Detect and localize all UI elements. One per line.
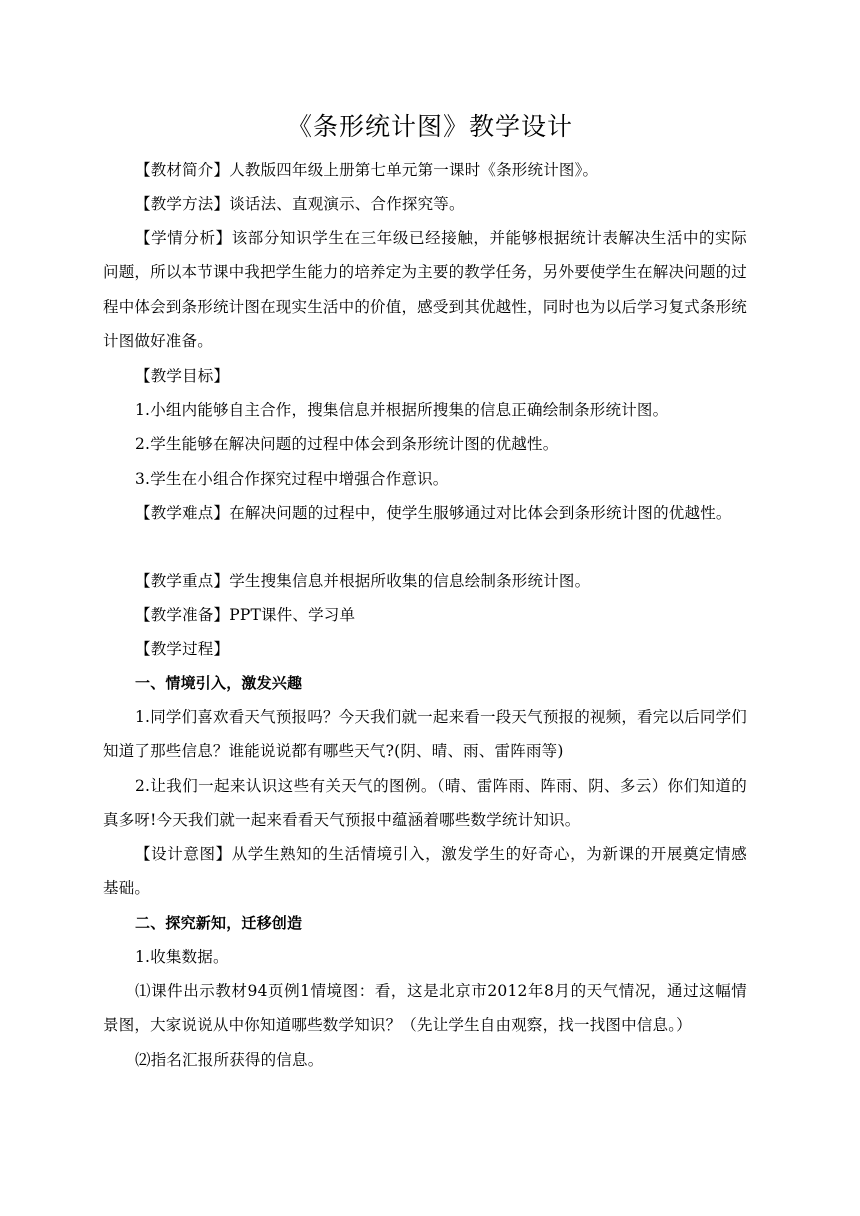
paragraph-design-intent: 【设计意图】从学生熟知的生活情境引入，激发学生的好奇心，为新课的开展奠定情感基础。 [103,845,747,898]
section-heading-1: 一、情境引入，激发兴趣 [135,674,303,692]
paragraph-collect-data: 1.收集数据。 [135,948,229,966]
paragraph-key-point: 【教学重点】学生搜集信息并根据所收集的信息绘制条形统计图。 [135,572,591,590]
paragraph-substep-1: ⑴课件出示教材94页例1情境图：看，这是北京市2012年8月的天气情况，通过这幅情景图，大家说说从中你知道哪些数学知识？（先让学生自由观察，找一找图中信息。） [103,982,747,1035]
paragraph-process-heading: 【教学过程】 [135,640,230,658]
paragraph-goal-3: 3.学生在小组合作探究过程中增强合作意识。 [135,470,449,488]
paragraph-substep-2: ⑵指名汇报所获得的信息。 [135,1051,324,1069]
paragraph-teaching-goals-heading: 【教学目标】 [135,367,230,385]
paragraph-goal-2: 2.学生能够在解决问题的过程中体会到条形统计图的优越性。 [135,435,559,453]
paragraph-difficulty: 【教学难点】在解决问题的过程中，使学生服够通过对比体会到条形统计图的优越性。 [135,504,732,522]
paragraph-step-1: 1.同学们喜欢看天气预报吗？今天我们就一起来看一段天气预报的视频，看完以后同学们知道了那些信息？谁能说说都有哪些天气?(阴、晴、雨、雷阵雨等) [103,708,747,761]
paragraph-step-2: 2.让我们一起来认识这些有关天气的图例。（晴、雷阵雨、阵雨、阴、多云）你们知道的真多呀!今天我们就一起来看看天气预报中蕴涵着哪些数学统计知识。 [103,777,747,830]
section-heading-2: 二、探究新知，迁移创造 [135,914,303,932]
paragraph-teaching-method: 【教学方法】谈话法、直观演示、合作探究等。 [135,195,465,213]
paragraph-preparation: 【教学准备】PPT课件、学习单 [135,606,356,624]
paragraph-goal-1: 1.小组内能够自主合作，搜集信息并根据所搜集的信息正确绘制条形统计图。 [135,401,669,419]
paragraph-textbook-intro: 【教材简介】人教版四年级上册第七单元第一课时《条形统计图》。 [135,161,599,179]
page-title: 《条形统计图》教学设计 [286,112,573,141]
paragraph-student-analysis: 【学情分析】该部分知识学生在三年级已经接触，并能够根据统计表解决生活中的实际问题，所以本节课中我把学生能力的培养定为主要的教学任务，另外要使学生在解决问题的过程中体会到条形统计图在现实生活中的价值，感受到其优越性，同时也为以后学习复式条形统计图做好准备。 [103,229,747,350]
